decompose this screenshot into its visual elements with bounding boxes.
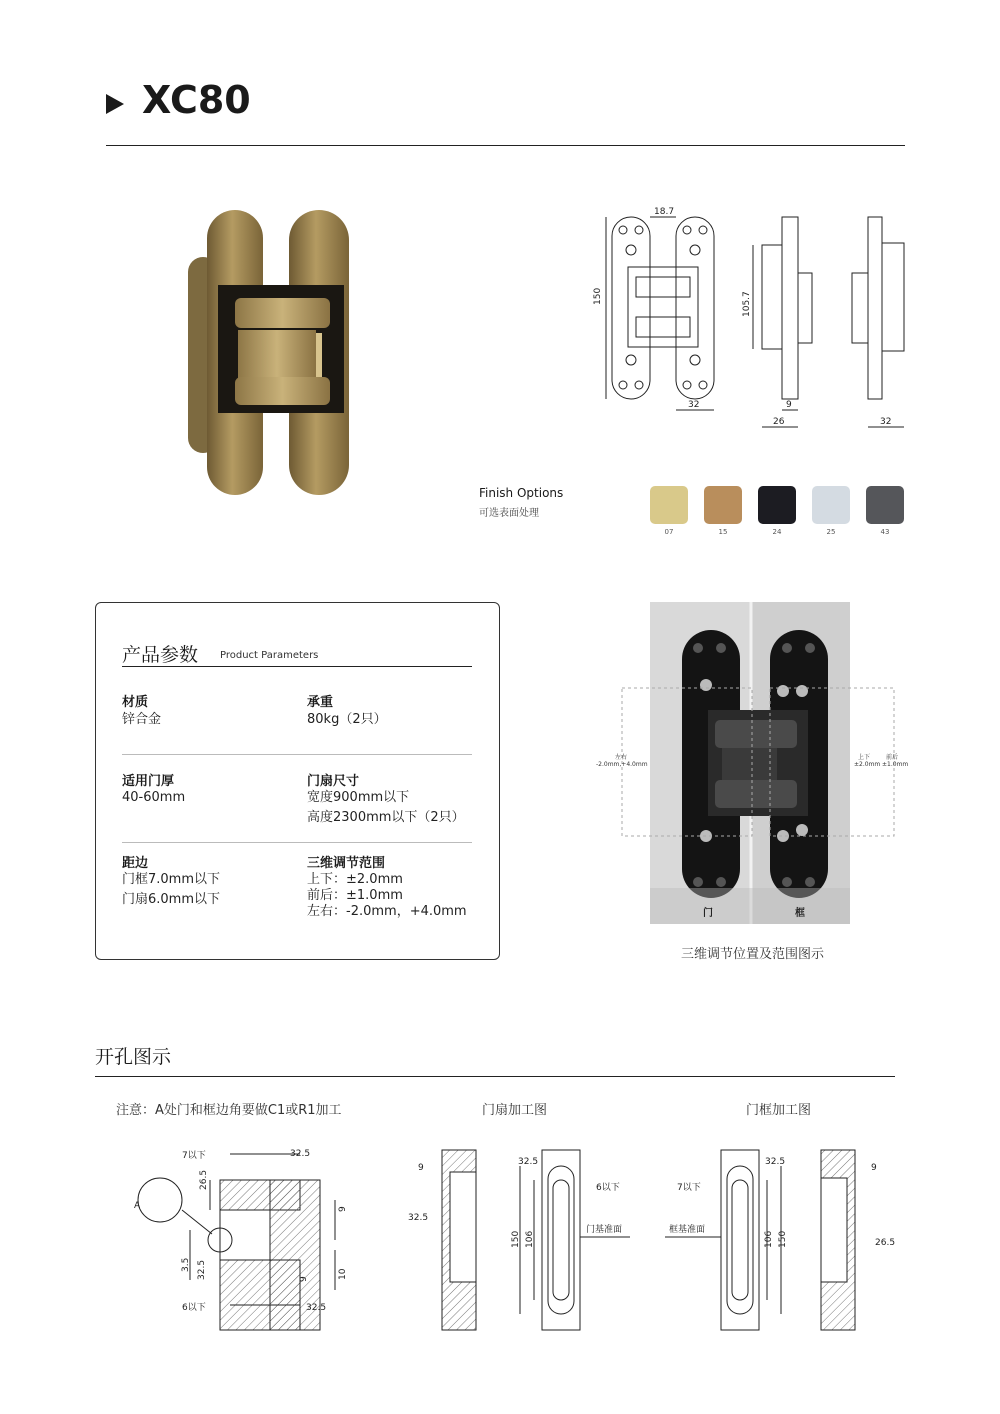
dim-7: 7以下 <box>182 1151 206 1161</box>
dim-height: 150 <box>593 287 603 305</box>
adjust-value-vertical: 上下：±2.0mm <box>307 872 403 887</box>
dim-side-height: 105.7 <box>742 291 752 317</box>
finish-swatch-code: 07 <box>664 528 674 536</box>
dim-106: 106 <box>764 1230 774 1248</box>
finish-swatch-43 <box>866 486 904 524</box>
finish-swatch-25 <box>812 486 850 524</box>
dim-26-5: 26.5 <box>875 1238 896 1248</box>
depth-adjust-label: 前后 <box>886 754 899 761</box>
adjustment-photo <box>590 600 920 930</box>
finish-swatch-code: 24 <box>772 528 782 536</box>
door-label: 门 <box>703 908 713 919</box>
dim-side-9: 9 <box>786 400 792 410</box>
vertical-adjust-range: ±2.0mm <box>854 761 881 768</box>
finish-swatch-code: 43 <box>880 528 890 536</box>
door-machining-drawing <box>400 1140 640 1340</box>
params-divider <box>122 842 472 843</box>
adjust-label: 三维调节范围 <box>307 856 386 871</box>
dim-side-26: 26 <box>773 417 785 427</box>
dim-32-5-top: 32.5 <box>290 1149 311 1159</box>
adjust-value-lateral: 左右：-2.0mm，+4.0mm <box>307 904 467 919</box>
drilling-note: 注意：A处门和框边角要做C1或R1加工 <box>116 1103 342 1118</box>
finish-options-title: Finish Options <box>479 486 564 500</box>
params-title-en: Product Parameters <box>220 650 319 661</box>
size-value-width: 宽度900mm以下 <box>307 790 410 805</box>
dim-6: 6以下 <box>596 1183 620 1193</box>
dim-32-5-left: 32.5 <box>197 1259 207 1280</box>
adjustment-caption: 三维调节位置及范围图示 <box>681 947 825 962</box>
size-value-height: 高度2300mm以下（2只） <box>307 810 465 825</box>
dim-150: 150 <box>778 1230 788 1248</box>
finish-swatch-code: 15 <box>718 528 728 536</box>
lateral-adjust-range: -2.0mm,+4.0mm <box>596 761 648 768</box>
cross-section-drawing <box>120 1140 365 1340</box>
title-arrow-icon <box>106 94 124 114</box>
finish-swatch-15 <box>704 486 742 524</box>
frame-drawing-title: 门框加工图 <box>746 1103 812 1118</box>
load-label: 承重 <box>307 695 334 710</box>
margin-value-door: 门扇6.0mm以下 <box>122 892 221 907</box>
frame-label: 框 <box>795 908 805 919</box>
adjust-value-depth: 前后：±1.0mm <box>307 888 403 903</box>
dim-6: 6以下 <box>182 1303 206 1313</box>
dim-9: 9 <box>418 1163 424 1173</box>
dim-150: 150 <box>511 1230 521 1248</box>
dim-bottom-front: 32 <box>688 400 700 410</box>
dim-10: 10 <box>338 1268 348 1280</box>
dim-width-top: 18.7 <box>654 207 675 217</box>
params-title-divider <box>122 666 472 667</box>
page-title: XC80 <box>142 78 251 122</box>
frame-machining-drawing <box>665 1140 905 1340</box>
material-label: 材质 <box>122 695 149 710</box>
finish-options-subtitle: 可选表面处理 <box>479 508 539 519</box>
door-drawing-title: 门扇加工图 <box>482 1103 548 1118</box>
header-divider <box>106 145 905 146</box>
drilling-divider <box>95 1076 895 1077</box>
margin-value-frame: 门框7.0mm以下 <box>122 872 221 887</box>
dim-32-5-top: 32.5 <box>765 1157 786 1167</box>
dim-right-32: 32 <box>880 417 892 427</box>
margin-label: 距边 <box>122 856 149 871</box>
finish-swatch-24 <box>758 486 796 524</box>
size-label: 门扇尺寸 <box>307 774 360 789</box>
params-title-cn: 产品参数 <box>122 644 199 666</box>
dim-9: 9 <box>871 1163 877 1173</box>
dim-3-5: 3.5 <box>181 1257 191 1272</box>
params-divider <box>122 754 472 755</box>
finish-swatch-code: 25 <box>826 528 836 536</box>
drilling-section-title: 开孔图示 <box>95 1046 172 1068</box>
dim-106: 106 <box>525 1230 535 1248</box>
vertical-adjust-label: 上下 <box>858 754 871 761</box>
dim-9-right: 9 <box>338 1206 348 1212</box>
material-value: 锌合金 <box>122 712 162 727</box>
corner-a-label: A <box>134 1201 141 1211</box>
thickness-label: 适用门厚 <box>122 774 175 789</box>
product-photo <box>180 205 365 500</box>
door-reference-label: 门基准面 <box>586 1225 623 1235</box>
technical-drawing <box>590 205 920 435</box>
finish-swatch-07 <box>650 486 688 524</box>
dim-32-5-side: 32.5 <box>408 1213 429 1223</box>
dim-32-5-bottom: 32.5 <box>306 1303 327 1313</box>
dim-32-5-top: 32.5 <box>518 1157 539 1167</box>
load-value: 80kg（2只） <box>307 712 387 727</box>
dim-26-5: 26.5 <box>199 1169 209 1190</box>
lateral-adjust-label: 左右 <box>615 754 628 761</box>
depth-adjust-range: ±1.0mm <box>882 761 909 768</box>
dim-7: 7以下 <box>677 1183 701 1193</box>
thickness-value: 40-60mm <box>122 790 186 805</box>
dim-9-mid: 9 <box>299 1276 309 1282</box>
frame-reference-label: 框基准面 <box>669 1225 706 1235</box>
